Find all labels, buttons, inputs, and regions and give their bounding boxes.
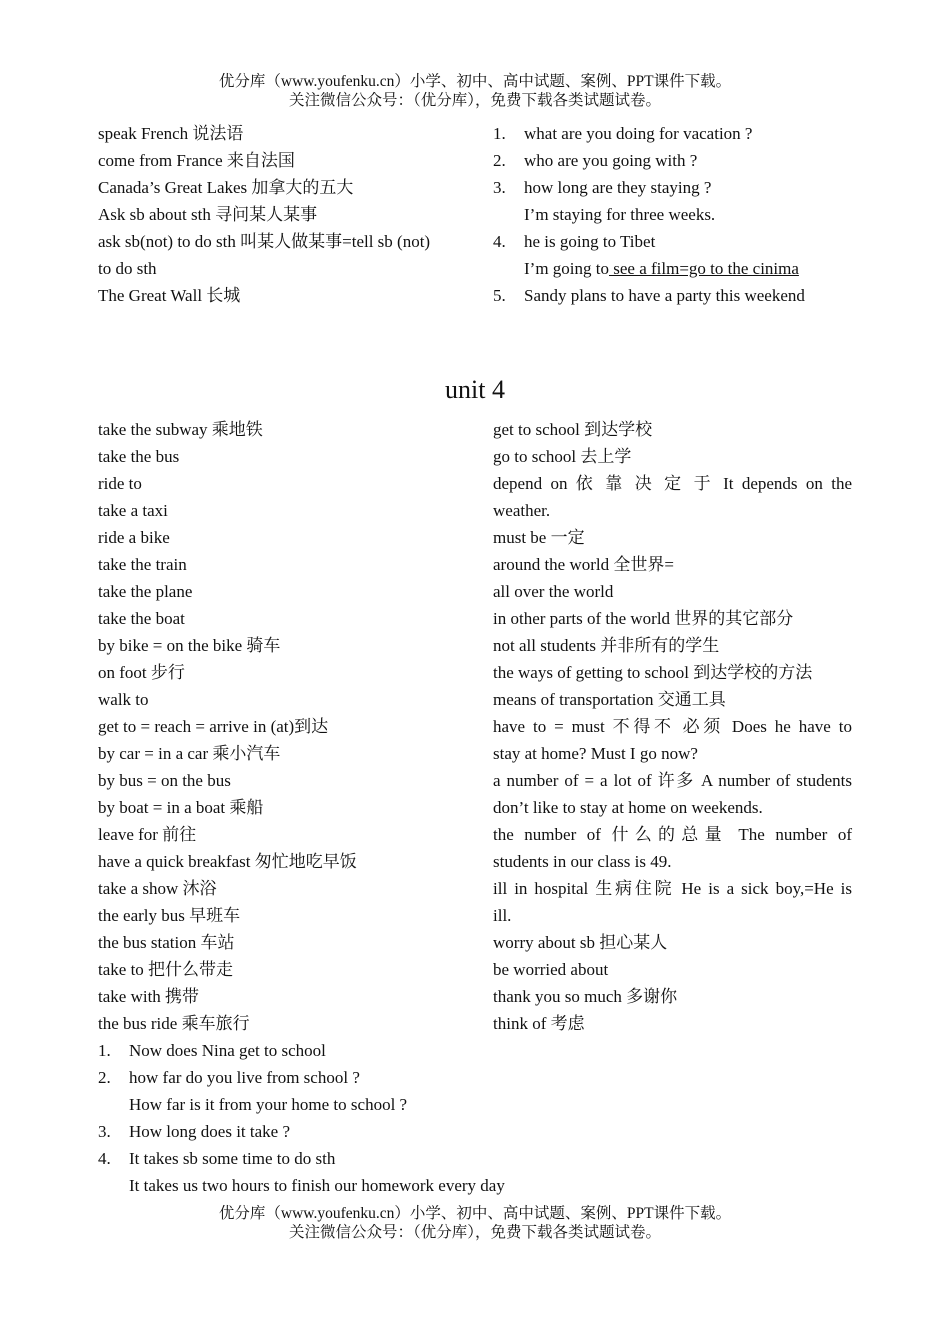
- list-item: the early bus 早班车: [98, 906, 241, 925]
- list-item: get to = reach = arrive in (at)到达: [98, 717, 329, 736]
- list-item: depend on 依 靠 决 定 于 It depends on the: [493, 474, 852, 493]
- item-number: 3.: [98, 1122, 111, 1141]
- list-item: take the bus: [98, 447, 180, 466]
- question-text: how long are they staying ?: [524, 178, 712, 197]
- list-item: get to school 到达学校: [493, 420, 653, 439]
- underlined-answer: see a film=go to the cinima: [609, 259, 799, 278]
- list-item: come from France 来自法国: [98, 151, 295, 170]
- list-item: take the boat: [98, 609, 185, 628]
- list-item: walk to: [98, 690, 149, 709]
- list-item: go to school 去上学: [493, 447, 632, 466]
- list-item: in other parts of the world 世界的其它部分: [493, 609, 794, 628]
- list-item: leave for 前往: [98, 825, 197, 844]
- list-item: take the subway 乘地铁: [98, 420, 263, 439]
- list-item: by boat = in a boat 乘船: [98, 798, 264, 817]
- answer-prefix: I’m going to: [524, 259, 609, 278]
- item-number: 4.: [98, 1149, 111, 1168]
- list-item: The Great Wall 长城: [98, 286, 241, 305]
- list-item: take a taxi: [98, 501, 168, 520]
- list-item: Canada’s Great Lakes 加拿大的五大: [98, 178, 354, 197]
- list-item: on foot 步行: [98, 663, 185, 682]
- list-item: must be 一定: [493, 528, 585, 547]
- list-item: students in our class is 49.: [493, 852, 672, 871]
- list-item: think of 考虑: [493, 1014, 585, 1033]
- item-number: 5.: [493, 286, 506, 305]
- question-text: who are you going with ?: [524, 151, 698, 170]
- item-number: 1.: [493, 124, 506, 143]
- list-item: by car = in a car 乘小汽车: [98, 744, 281, 763]
- list-item: by bike = on the bike 骑车: [98, 636, 281, 655]
- item-number: 3.: [493, 178, 506, 197]
- item-number: 2.: [98, 1068, 111, 1087]
- answer-text: How far is it from your home to school ?: [129, 1095, 408, 1114]
- list-item: ill in hospital 生病住院 He is a sick boy,=He is: [493, 879, 852, 898]
- list-item: all over the world: [493, 582, 614, 601]
- list-item: have to = must 不得不 必须 Does he have to: [493, 717, 852, 736]
- list-item: Ask sb about sth 寻问某人某事: [98, 205, 318, 224]
- list-item: to do sth: [98, 259, 157, 278]
- page-footer-line-2: 关注微信公众号：（优分库），免费下载各类试题试卷。: [288, 1224, 661, 1241]
- list-item: by bus = on the bus: [98, 771, 231, 790]
- question-text: Now does Nina get to school: [129, 1041, 326, 1060]
- list-item: weather.: [493, 501, 551, 520]
- list-item: don’t like to stay at home on weekends.: [493, 798, 763, 817]
- list-item: speak French 说法语: [98, 124, 244, 143]
- answer-text: [524, 255, 799, 282]
- list-item: thank you so much 多谢你: [493, 987, 678, 1006]
- list-item: ill.: [493, 906, 512, 925]
- question-text: he is going to Tibet: [524, 232, 656, 251]
- page-header-line-1: 优分库（www.youfenku.cn）小学、初中、高中试题、案例、PPT课件下载。: [218, 73, 732, 90]
- list-item: have a quick breakfast 匆忙地吃早饭: [98, 852, 357, 871]
- item-number: 4.: [493, 232, 506, 251]
- list-item: be worried about: [493, 960, 609, 979]
- list-item: take the plane: [98, 582, 193, 601]
- list-item: the bus ride 乘车旅行: [98, 1014, 250, 1033]
- unit-title: unit 4: [445, 375, 505, 404]
- question-text: what are you doing for vacation ?: [524, 124, 753, 143]
- list-item: stay at home? Must I go now?: [493, 744, 698, 763]
- page-header-line-2: 关注微信公众号：（优分库），免费下载各类试题试卷。: [288, 92, 661, 109]
- list-item: ask sb(not) to do sth 叫某人做某事=tell sb (not): [98, 232, 431, 251]
- item-number: 2.: [493, 151, 506, 170]
- answer-text: I’m staying for three weeks.: [524, 205, 716, 224]
- question-text: How long does it take ?: [129, 1122, 290, 1141]
- list-item: take with 携带: [98, 987, 200, 1006]
- question-text: It takes sb some time to do sth: [129, 1149, 336, 1168]
- list-item: take a show 沐浴: [98, 879, 217, 898]
- page-footer-line-1: 优分库（www.youfenku.cn）小学、初中、高中试题、案例、PPT课件下载。: [218, 1205, 732, 1222]
- list-item: the bus station 车站: [98, 933, 235, 952]
- question-text: how far do you live from school ?: [129, 1068, 360, 1087]
- list-item: around the world 全世界=: [493, 555, 674, 574]
- list-item: the number of 什么的总量 The number of: [493, 825, 852, 844]
- item-number: 1.: [98, 1041, 111, 1060]
- list-item: a number of = a lot of 许多 A number of students: [493, 771, 852, 790]
- list-item: not all students 并非所有的学生: [493, 636, 720, 655]
- list-item: ride to: [98, 474, 142, 493]
- list-item: take the train: [98, 555, 187, 574]
- list-item: means of transportation 交通工具: [493, 690, 726, 709]
- list-item: worry about sb 担心某人: [493, 933, 668, 952]
- question-text: Sandy plans to have a party this weekend: [524, 286, 805, 305]
- list-item: take to 把什么带走: [98, 960, 234, 979]
- answer-text: It takes us two hours to finish our homework every day: [129, 1176, 505, 1195]
- list-item: ride a bike: [98, 528, 170, 547]
- list-item: the ways of getting to school 到达学校的方法: [493, 663, 813, 682]
